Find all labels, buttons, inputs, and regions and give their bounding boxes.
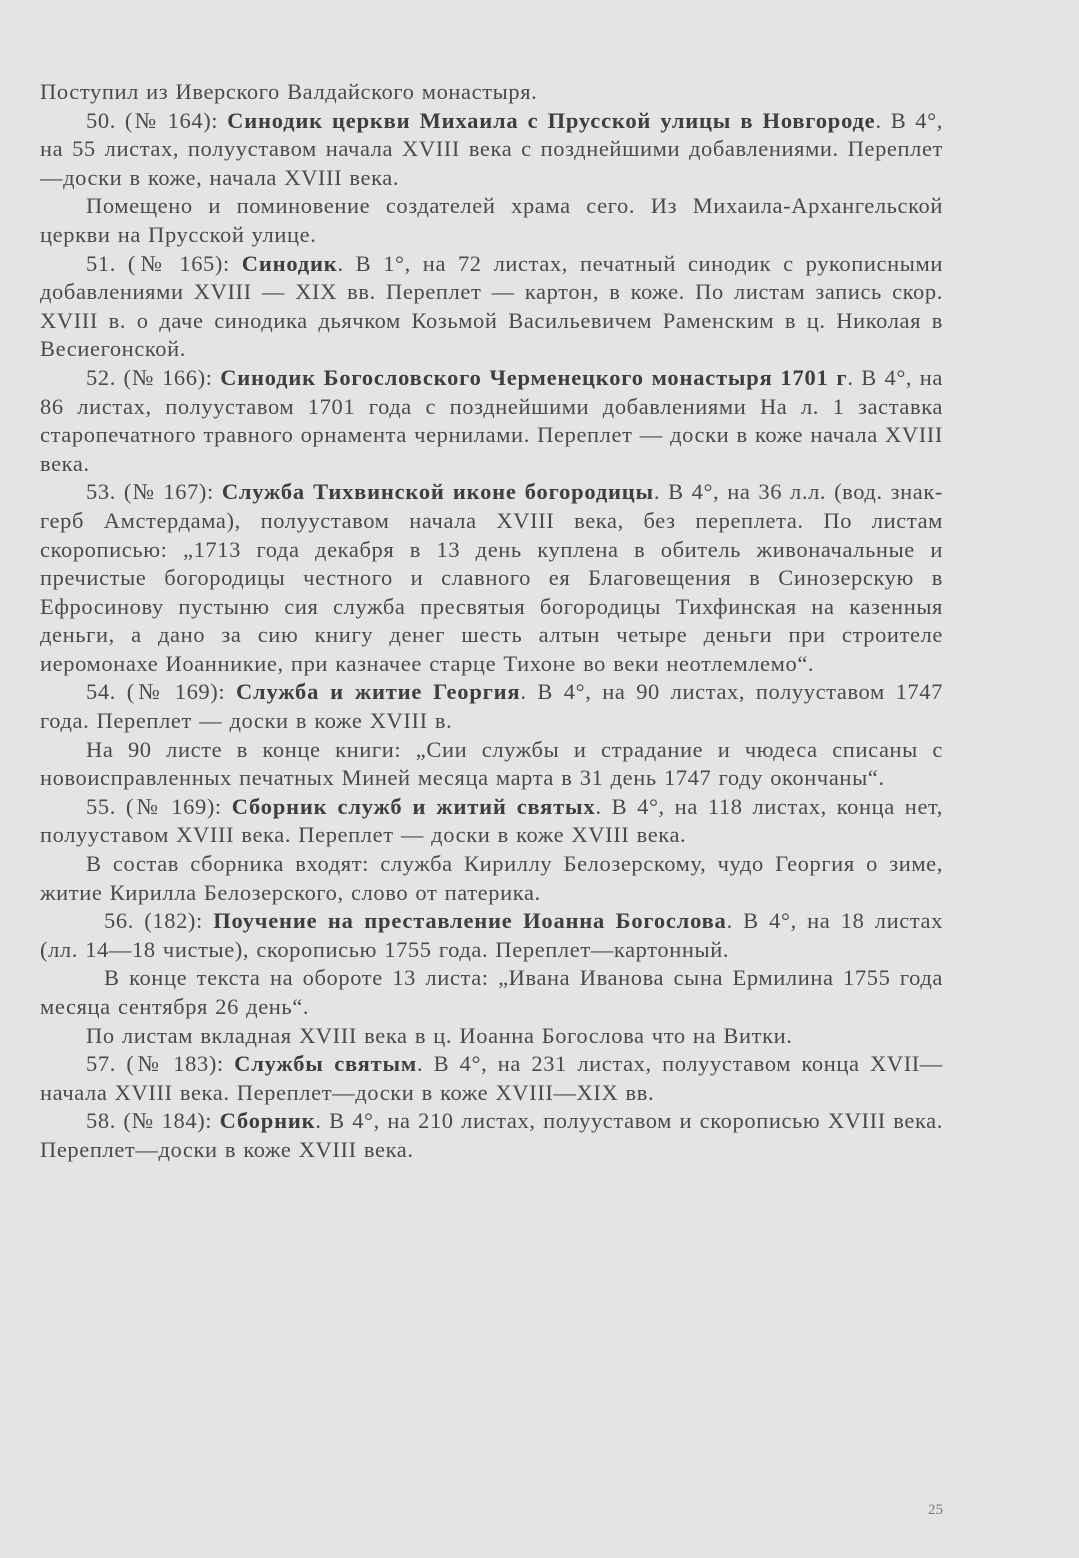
entry-title: Служба Тихвинской иконе богородицы (221, 479, 654, 505)
entry-description: . В 4°, на 231 листах, полууставом конца XVII—начала XVIII века. Переплет—доски в коже XVIII—XIX вв. (40, 1051, 943, 1105)
note-paragraph: В конце текста на обороте 13 листа: „Ивана Иванова сына Ермилина 1755 года месяца сентября 26 день“. (40, 965, 943, 1019)
catalog-entry (40, 250, 943, 364)
entry-description: . В 4°, на 55 листах, полууставом начала XVIII века с позднейшими добавлениями. Переплет—доски в коже, начала XVIII века. (40, 107, 943, 190)
entry-title: Синодик Богословского Черменецкого монастыря 1701 г (220, 364, 848, 390)
entry-description: . В 1°, на 72 листах, печатный синодик с рукописными добавлениями XVIII — XIX вв. Переплет — картон, в коже. По листам запись скор. XVIII в. о даче синодика дьячком Козьмой Васильевичем Раменским в ц. Николая в Весиегонской. (40, 250, 943, 362)
entry-title: Поучение на преставление Иоанна Богослова (213, 908, 727, 934)
entry-number: 54. (№ 169): (86, 679, 236, 705)
entry-title: Сборник служб и житий святых (231, 793, 596, 819)
entry-number: 51. (№ 165): (86, 250, 242, 276)
catalog-entry (40, 1050, 943, 1107)
entry-number: 55. (№ 169): (86, 793, 232, 819)
entry-description: . В 4°, на 210 листах, полууставом и скорописью XVIII века. Переплет—доски в коже XVIII века. (40, 1108, 943, 1162)
note-paragraph: На 90 листе в конце книги: „Сии службы и страдание и чюдеса списаны с новоисправленных печатных Миней месяца марта в 31 день 1747 году окончаны“. (40, 736, 943, 791)
entry-title: Службы святым (234, 1051, 417, 1077)
entry-description: . В 4°, на 18 листах (лл. 14—18 чистые), скорописью 1755 года. Переплет—картонный. (40, 908, 943, 962)
entry-description: . В 4°, на 90 листах, полууставом 1747 года. Переплет — доски в коже XVIII в. (40, 679, 943, 734)
catalog-entry (40, 364, 943, 478)
entry-title: Служба и житие Георгия (235, 679, 521, 705)
note-paragraph: Поступил из Иверского Валдайского монастыря. (40, 79, 538, 104)
note-paragraph: В состав сборника входят: служба Кириллу Белозерскому, чудо Георгия о зиме, житие Кирилла Белозерского, слово от патерика. (40, 851, 943, 905)
catalog-entry (40, 107, 943, 193)
entry-number: 52. (№ 166): (86, 364, 221, 390)
entry-number: 58. (№ 184): (86, 1108, 220, 1134)
entry-number: 53. (№ 167): (86, 479, 222, 505)
note-paragraph: По листам вкладная XVIII века в ц. Иоанна Богослова что на Витки. (86, 1022, 793, 1048)
catalog-entry (40, 907, 943, 964)
entry-number: 57. (№ 183): (86, 1051, 235, 1077)
page-number: 25 (928, 1502, 943, 1518)
entry-description: . В 4°, на 86 листах, полууставом 1701 года с позднейшими добавлениями На л. 1 заставка старопечатного травного орнамента чернилами. Переплет — доски в коже начала XVIII века. (40, 364, 943, 476)
catalog-text-body (40, 78, 943, 1165)
catalog-entry (40, 678, 943, 735)
entry-title: Синодик церкви Михаила с Прусской улицы в Новгороде (227, 107, 876, 133)
catalog-entry (40, 793, 943, 850)
catalog-entry (40, 478, 943, 678)
entry-number: 50. (№ 164): (86, 107, 228, 133)
entry-description: . В 4°, на 118 листах, конца нет, полууставом XVIII века. Переплет — доски в коже XVIII века. (40, 793, 944, 848)
entry-title: Синодик (241, 250, 338, 276)
catalog-entry (40, 1107, 943, 1164)
entry-description: . В 4°, на 36 л.л. (вод. знак-герб Амстердама), полууставом начала XVIII века, без переплета. По листам скорописью: „1713 года декабря в 13 день куплена в обитель живоначальные и пречистые богородицы честного и славного ея Благовещения в Синозерскую в Ефросинову пустыню сия служба пресвятыя богородицы Тихфинская на казенныя деньги, а дано за сию книгу денег шесть алтын четыре деньги при строителе иеромонахе Иоанникие, при казначее старце Тихоне во веки неотлемлемо“. (40, 479, 943, 676)
note-paragraph: Помещено и поминовение создателей храма сего. Из Михаила-Архангельской церкви на Прусской улице. (40, 193, 943, 247)
entry-title: Сборник (219, 1108, 316, 1134)
entry-number: 56. (182): (104, 908, 214, 934)
